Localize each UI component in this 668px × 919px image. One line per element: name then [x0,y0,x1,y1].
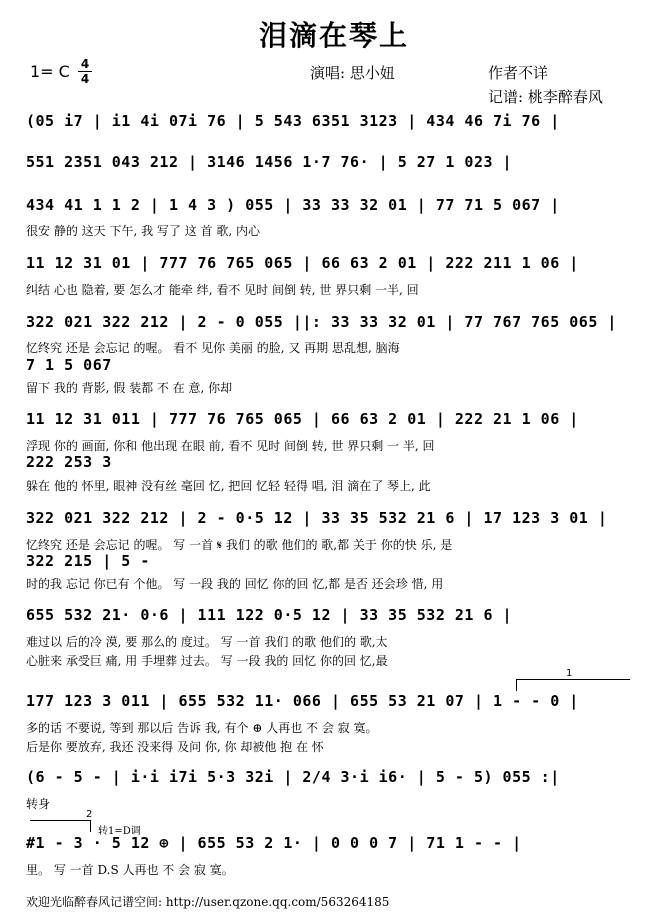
notation-row-11: #1 - 3 · 5 12 ⊕ | 655 53 2 1· | 0 0 0 7 | 71 1 - - | [26,834,522,852]
lyrics-row-4: 纠结 心也 隐着, 要 怎么才 能牵 绊, 看不 见时 间倒 转, 世 界只剩 一半, 回 [26,283,419,297]
notation-row-6: 11 12 31 011 | 777 76 765 065 | 66 63 2 01 | 222 21 1 06 | [26,410,579,428]
lyrics-row-10: 转身 [26,797,51,811]
notation-row-9: 177 123 3 011 | 655 532 11· 066 | 655 53 21 07 | 1 - - 0 | [26,692,579,710]
time-sig-top: 4 [80,57,90,71]
volta-2-bracket [30,820,90,821]
notation-row-2: 551 2351 043 212 | 3146 1456 1·7 76· | 5 27 1 023 | [26,153,513,171]
lyrics-row-9b: 后是你 要放弃, 我还 没来得 及问 你, 你 却被他 抱 在 怀 [26,740,324,754]
notation-row-1: (05 i7 | i1 4i 07i 76 | 5 543 6351 3123 | 434 46 7i 76 | [26,112,560,130]
lyrics-row-5b: 留下 我的 背影, 假 装都 不 在 意, 你却 [26,381,233,395]
time-signature [78,58,92,85]
footer-credit: 欢迎光临醉春风记谱空间: http://user.qzone.qq.com/563264185 [26,895,390,909]
song-title: 泪滴在琴上 [258,19,409,52]
volta-1-bracket [516,679,630,680]
lyrics-row-11: 里。 写 一首 D.S 人再也 不 会 寂 寞。 [26,863,234,877]
lyrics-row-8: 难过以 后的冷 漠, 要 那么的 度过。 写 一首 我们 的歌 他们的 歌,太 [26,635,388,649]
notation-row-7b: 322 215 | 5 - [26,552,150,570]
singer-credit: 演唱: 思小妞 [310,64,395,82]
volta-1-number: 1 [566,668,573,679]
time-sig-bottom: 4 [80,72,90,86]
lyrics-row-7b: 时的我 忘记 你已有 个他。 写 一段 我的 回忆 你的回 忆,都 是否 还会珍 惜, 用 [26,577,444,591]
transcriber-credit: 记谱: 桃李醉春风 [488,88,603,106]
lyrics-row-5: 忆终究 还是 会忘记 的喔。 看不 见你 美丽 的脸, 又 再期 思乱想, 脑海 [26,341,400,355]
notation-row-7: 322 021 322 212 | 2 - 0·5 12 | 33 35 532 21 6 | 17 123 3 01 | [26,509,608,527]
modulation-note: 转1=D调 [98,826,141,837]
lyrics-row-9: 多的话 不要说, 等到 那以后 告诉 我, 有个 ⊕ 人再也 不 会 寂 寞。 [26,721,378,735]
notation-row-5b: 7 1 5 067 [26,356,112,374]
notation-row-4: 11 12 31 01 | 777 76 765 065 | 66 63 2 01 | 222 211 1 06 | [26,254,579,272]
lyrics-row-6b: 躲在 他的 怀里, 眼神 没有丝 毫回 忆, 把回 忆轻 轻得 唱, 泪 滴在了 琴上, 此 [26,479,431,493]
author-credit: 作者不详 [488,64,549,82]
notation-row-8: 655 532 21· 0·6 | 111 122 0·5 12 | 33 35 532 21 6 | [26,606,513,624]
lyrics-row-6: 浮现 你的 画面, 你和 他出现 在眼 前, 看不 见时 间倒 转, 世 界只剩 一 半, 回 [26,439,435,453]
volta-2-number: 2 [86,809,93,820]
notation-row-10: (6 - 5 - | i·i i7i 5·3 32i | 2/4 3·i i6· | 5 - 5) 055 :| [26,768,560,786]
notation-row-3: 434 41 1 1 2 | 1 4 3 ) 055 | 33 33 32 01 | 77 71 5 067 | [26,196,560,214]
lyrics-row-3: 很安 静的 这天 下午, 我 写了 这 首 歌, 内心 [26,224,260,238]
lyrics-row-7: 忆终究 还是 会忘记 的喔。 写 一首 𝄋 我们 的歌 他们的 歌,都 关于 你的快 乐, 是 [26,538,453,552]
key-signature: 1= C [30,62,70,81]
notation-row-6b: 222 253 3 [26,453,112,471]
lyrics-row-8b: 心脏来 承受巨 痛, 用 手埋葬 过去。 写 一段 我的 回忆 你的回 忆,最 [26,654,388,668]
notation-row-5: 322 021 322 212 | 2 - 0 055 ||: 33 33 32 01 | 77 767 765 065 | [26,313,617,331]
